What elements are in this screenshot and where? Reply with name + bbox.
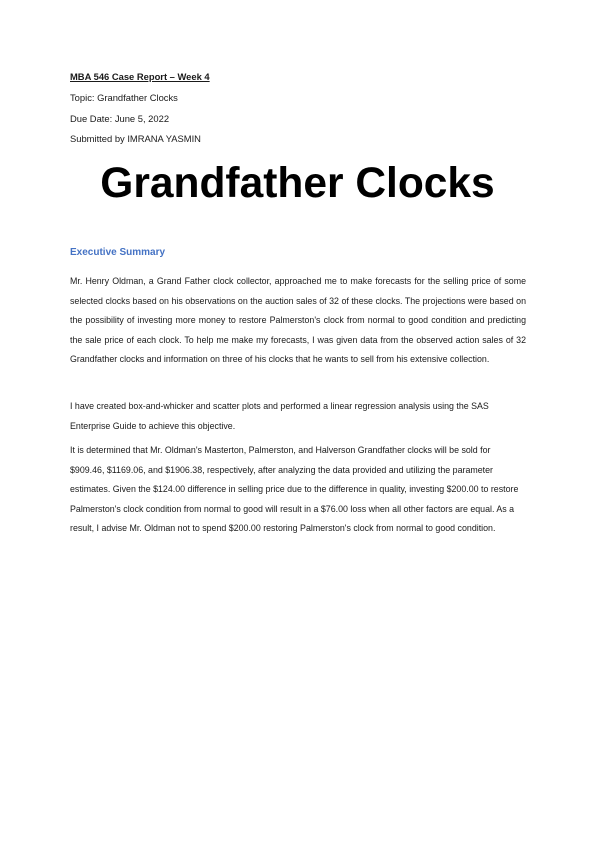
executive-summary-heading: Executive Summary: [70, 247, 166, 258]
report-header: [70, 70, 530, 153]
summary-paragraph-1: Mr. Henry Oldman, a Grand Father clock collector, approached me to make forecasts for the selling price of some selected clocks based on his observations on the auction sales of 32 of these clocks. The projections were based on the possibility of investing more money to restore Palmerston's clock from normal to good condition and predicting the sale price of each clock. To help me make my forecasts, I was given data from the observed action sales of 32 Grandfather clocks and information on three of his clocks that he wants to sell from his extensive collection.: [70, 276, 526, 364]
due-date-line: Due Date: June 5, 2022: [70, 112, 170, 124]
course-title: MBA 546 Case Report – Week 4: [70, 71, 210, 82]
document-title: Grandfather Clocks: [100, 160, 495, 207]
summary-paragraph-3: It is determined that Mr. Oldman's Masterton, Palmerston, and Halverson Grandfather clocks will be sold for $909.46, $1169.06, and $1906.38, respectively, after analyzing the data provided and utilizing the parameter estimates. Given the $124.00 difference in selling price due to the difference in quality, investing $200.00 to restore Palmerston's clock condition from normal to good will result in a $76.00 loss when all other factors are equal. As a result, I advise Mr. Oldman not to spend $200.00 restoring Palmerston's clock from normal to good condition.: [70, 445, 519, 533]
submitted-by-line: Submitted by IMRANA YASMIN: [70, 133, 201, 145]
summary-paragraph-2: I have created box-and-whicker and scatter plots and performed a linear regression analysis using the SAS Enterprise Guide to achieve this objective.: [70, 401, 489, 431]
topic-line: Topic: Grandfather Clocks: [70, 91, 178, 103]
